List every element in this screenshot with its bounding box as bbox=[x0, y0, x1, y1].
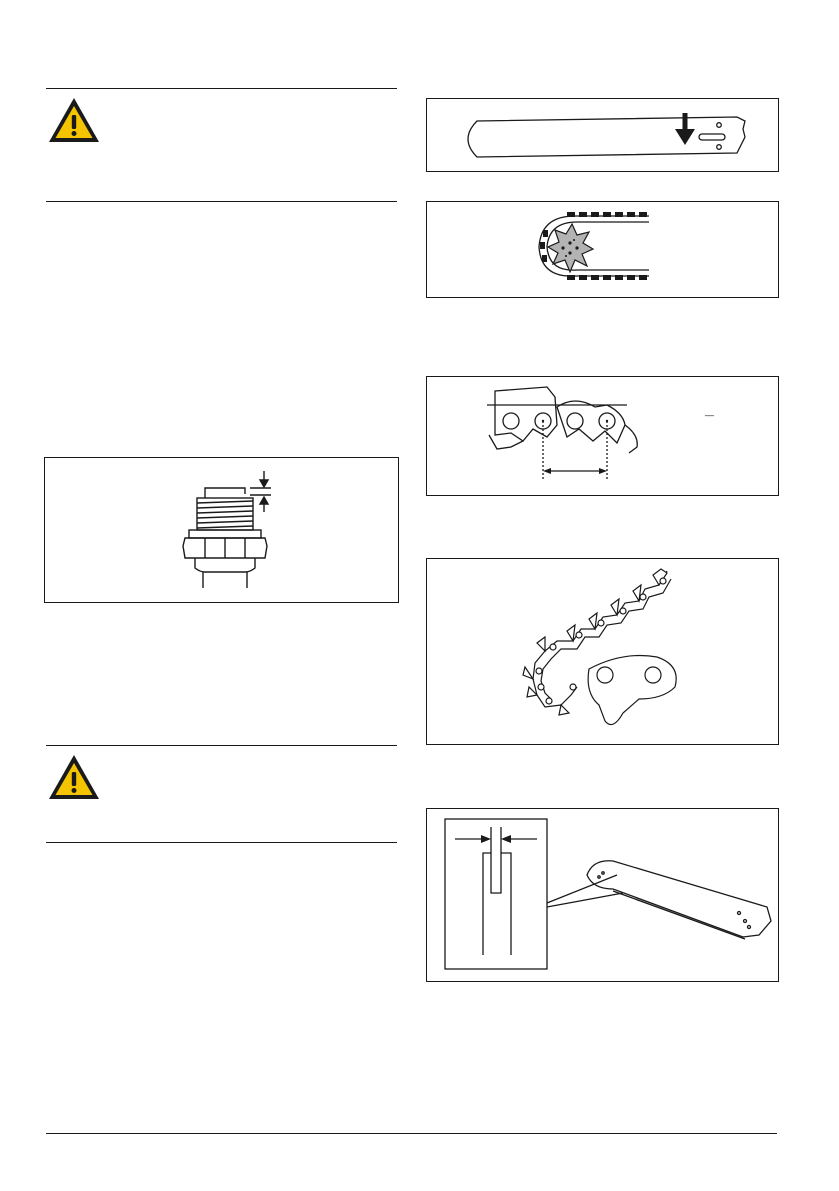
saw-chain-figure bbox=[426, 558, 779, 745]
chain-pitch-illustration bbox=[427, 377, 778, 495]
spark-plug-gap-illustration bbox=[45, 458, 398, 602]
bar-groove-figure bbox=[426, 808, 779, 982]
drive-sprocket-figure bbox=[426, 201, 779, 298]
warning-bottom-rule bbox=[46, 201, 397, 202]
warning-top-rule bbox=[46, 88, 397, 89]
warning-top-rule-2 bbox=[46, 745, 397, 746]
bar-groove-width-illustration bbox=[427, 809, 778, 981]
saw-chain-drive-link-illustration bbox=[427, 559, 778, 744]
warning-triangle-icon bbox=[46, 95, 102, 145]
footer-rule bbox=[46, 1133, 777, 1134]
chain-pitch-figure bbox=[426, 376, 779, 496]
guide-bar-figure bbox=[426, 98, 779, 172]
warning-bottom-rule-2 bbox=[46, 842, 397, 843]
drive-sprocket-chain-illustration bbox=[427, 202, 778, 297]
spark-plug-figure bbox=[44, 457, 399, 603]
pitch-mark: _ bbox=[705, 401, 714, 418]
warning-triangle-icon-2 bbox=[46, 752, 102, 802]
guide-bar-mounting-hole-illustration bbox=[427, 99, 778, 171]
